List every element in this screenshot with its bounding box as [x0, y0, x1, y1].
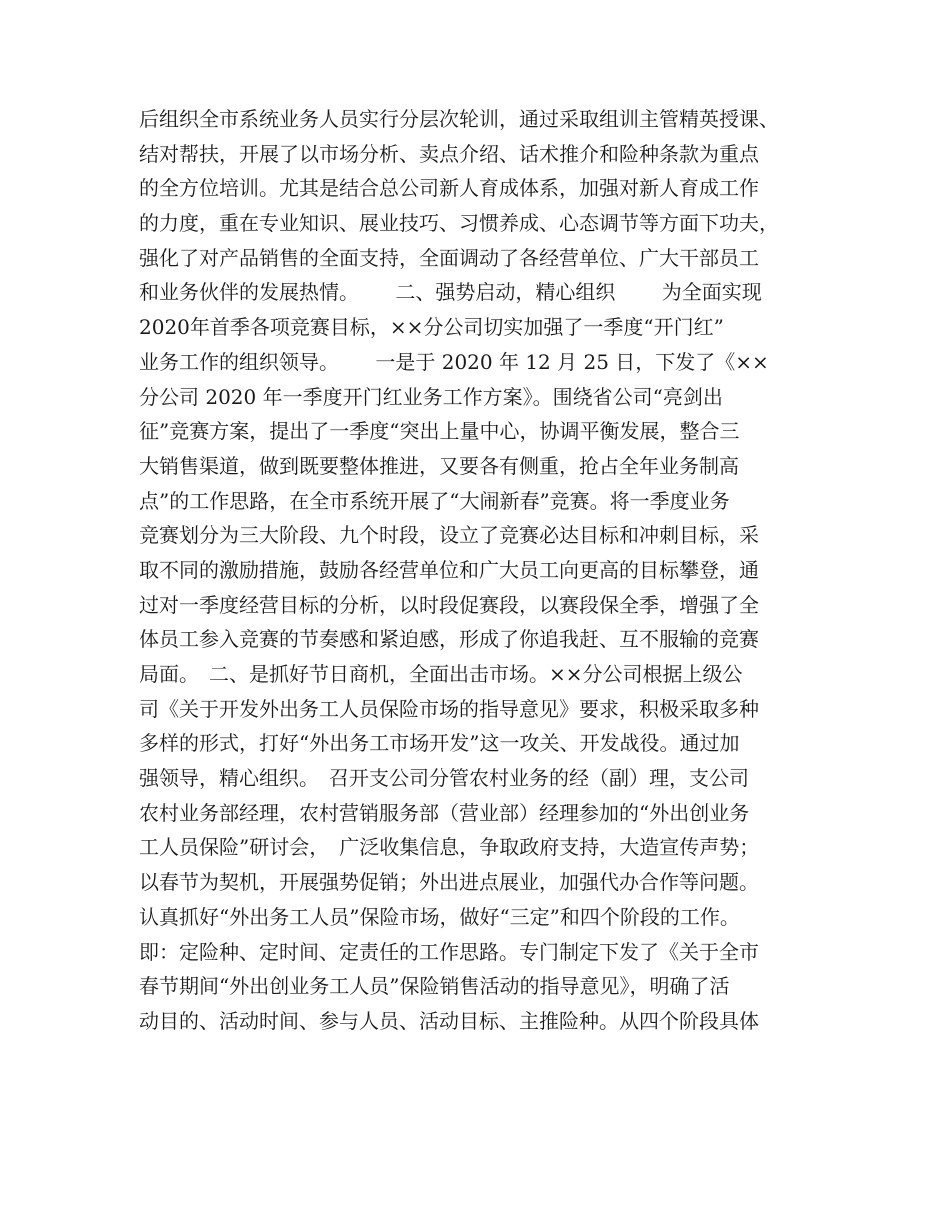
text-line-1: 后组织全市系统业务人员实行分层次轮训，通过采取组训主管精英授课、 [139, 107, 779, 131]
text-line-9: 分公司 2020 年一季度开门红业务工作方案》。围绕省公司“亮剑出 [139, 384, 723, 409]
text-line-6: 和业务伙伴的发展热情。 二、强势启动，精心组织 为全面实现 [139, 280, 762, 305]
text-line-12: 点”的工作思路，在全市系统开展了“大闹新春”竞赛。将一季度业务 [139, 488, 730, 513]
text-line-7: 2020年首季各项竞赛目标，××分公司切实加强了一季度“开门红” [139, 315, 724, 340]
text-line-11: 大销售渠道，做到既要整体推进，又要各有侧重，抢占全年业务制高 [139, 453, 739, 478]
text-line-4: 的力度，重在专业知识、展业技巧、习惯养成、心态调节等方面下功夫， [139, 211, 779, 236]
text-line-3: 的全方位培训。尤其是结合总公司新人育成体系，加强对新人育成工作 [139, 176, 759, 201]
text-line-14: 取不同的激励措施，鼓励各经营单位和广大员工向更高的目标攀登，通 [139, 557, 759, 582]
text-line-8: 业务工作的组织领导。 一是于 2020 年 12 月 25 日，下发了《×× [139, 349, 769, 374]
text-line-23: 以春节为契机，开展强势促销；外出进点展业，加强代办合作等问题。 [139, 870, 759, 895]
text-line-22: 工人员保险”研讨会， 广泛收集信息，争取政府支持，大造宣传声势； [139, 835, 760, 860]
text-line-24: 认真抓好“外出务工人员”保险市场，做好“三定”和四个阶段的工作。 [139, 904, 740, 929]
text-line-20: 强领导，精心组织。 召开支公司分管农村业务的经（副）理，支公司 [139, 766, 749, 791]
text-line-15: 过对一季度经营目标的分析，以时段促赛段，以赛段保全季，增强了全 [139, 592, 759, 617]
text-line-21: 农村业务部经理，农村营销服务部（营业部）经理参加的“外出创业务 [139, 800, 750, 825]
text-line-26: 春节期间“外出创业务工人员”保险销售活动的指导意见》，明确了活 [139, 974, 730, 999]
body-text [139, 102, 829, 1039]
text-line-5: 强化了对产品销售的全面支持，全面调动了各经营单位、广大干部员工 [139, 245, 759, 270]
text-line-27: 动目的、活动时间、参与人员、活动目标、主推险种。从四个阶段具体 [139, 1008, 759, 1033]
text-line-10: 征”竞赛方案，提出了一季度“突出上量中心，协调平衡发展，整合三 [139, 419, 740, 444]
text-line-17: 局面。 二、是抓好节日商机，全面出击市场。××分公司根据上级公 [139, 662, 743, 686]
text-line-18: 司《关于开发外出务工人员保险市场的指导意见》要求，积极采取多种 [139, 696, 759, 721]
text-line-25: 即：定险种、定时间、定责任的工作思路。专门制定下发了《关于全市 [139, 939, 759, 964]
text-line-13: 竞赛划分为三大阶段、九个时段，设立了竞赛必达目标和冲刺目标，采 [139, 523, 759, 548]
text-line-16: 体员工参入竞赛的节奏感和紧迫感，形成了你追我赶、互不服输的竞赛 [139, 627, 759, 652]
text-line-2: 结对帮扶，开展了以市场分析、卖点介绍、话术推介和险种条款为重点 [139, 141, 759, 166]
text-line-19: 多样的形式，打好“外出务工市场开发”这一攻关、开发战役。通过加 [139, 731, 740, 756]
